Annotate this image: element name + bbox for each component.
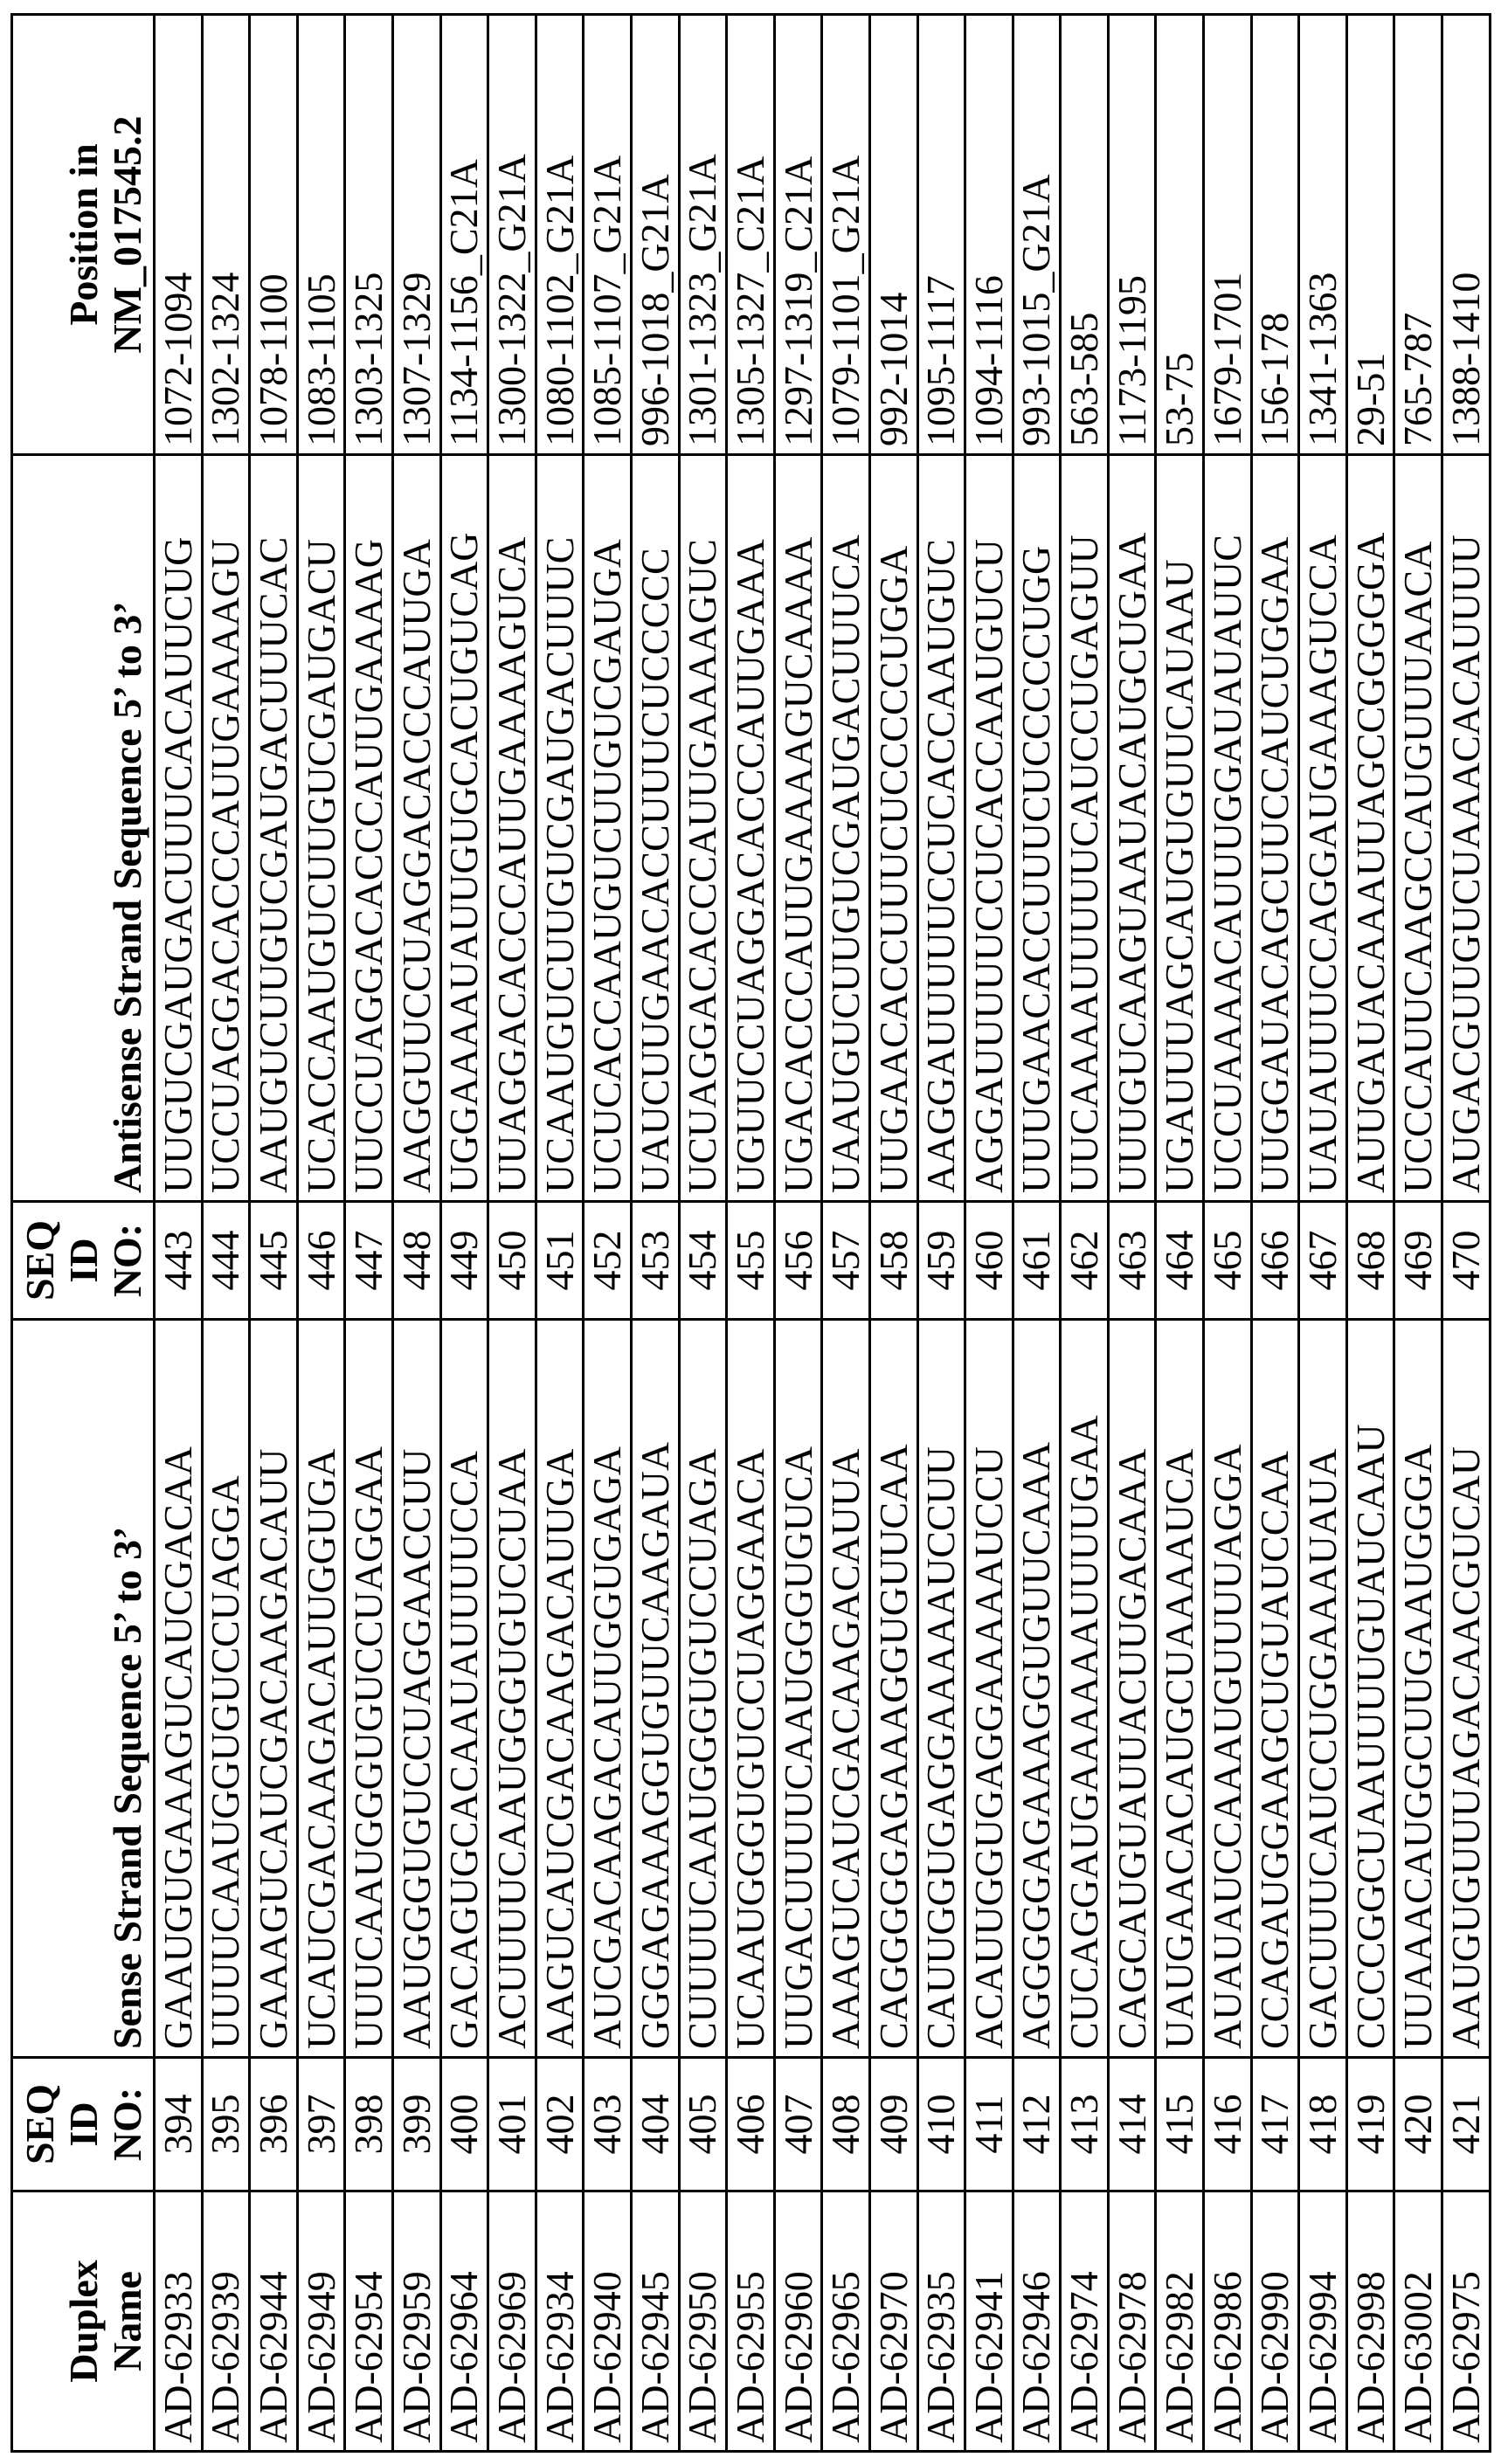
antisense-seq-id-cell: 457 xyxy=(822,1202,870,1320)
position-cell: 993-1015_G21A xyxy=(1013,15,1061,455)
table-row xyxy=(584,15,632,2452)
position-cell: 992-1014 xyxy=(869,15,917,455)
position-cell: 29-51 xyxy=(1346,15,1394,455)
sense-seq-id-cell: 410 xyxy=(917,2058,965,2191)
antisense-sequence-cell: UUUGAACACCUUUCUCCCCCUGG xyxy=(1013,455,1061,1202)
header-line: NO: xyxy=(106,1210,149,1311)
antisense-seq-id-cell: 453 xyxy=(631,1202,679,1320)
position-cell: 1083-1105 xyxy=(297,15,345,455)
antisense-seq-id-cell: 454 xyxy=(679,1202,727,1320)
header-line: SEQ xyxy=(18,2066,62,2183)
duplex-name-cell: AD-62944 xyxy=(250,2191,298,2452)
sense-sequence-cell: AAGUCAUCGACAAGACAUUGA xyxy=(536,1320,584,2058)
position-cell: 1302-1324 xyxy=(202,15,250,455)
sense-seq-id-cell: 419 xyxy=(1346,2058,1394,2191)
table-row xyxy=(1346,15,1394,2452)
sense-seq-id-cell: 394 xyxy=(155,2058,203,2191)
table-row xyxy=(1251,15,1299,2452)
antisense-seq-id-cell: 458 xyxy=(869,1202,917,1320)
antisense-sequence-cell: UUGAACACCUUUCUCCCCCUGGA xyxy=(869,455,917,1202)
sense-seq-id-cell: 400 xyxy=(440,2058,488,2191)
header-sense-sequence: Sense Strand Sequence 5’ to 3’ xyxy=(12,1320,155,2058)
sense-seq-id-cell: 418 xyxy=(1299,2058,1347,2191)
duplex-name-cell: AD-62978 xyxy=(1108,2191,1156,2452)
table-row xyxy=(1204,15,1252,2452)
table-row xyxy=(679,15,727,2452)
antisense-seq-id-cell: 465 xyxy=(1204,1202,1252,1320)
table-row xyxy=(345,15,393,2452)
sense-sequence-cell: GAAUGUGAAAGUCAUCGACAA xyxy=(155,1320,203,2058)
header-line: Name xyxy=(106,2199,149,2443)
position-cell: 563-585 xyxy=(1061,15,1109,455)
sense-seq-id-cell: 401 xyxy=(488,2058,536,2191)
header-antisense-seq-id xyxy=(12,1202,155,1320)
antisense-seq-id-cell: 469 xyxy=(1394,1202,1442,1320)
sense-sequence-cell: UCAAUGGGUGUCCUAGGAACA xyxy=(727,1320,775,2058)
table-row xyxy=(536,15,584,2452)
duplex-name-cell: AD-62994 xyxy=(1299,2191,1347,2452)
duplex-name-cell: AD-62949 xyxy=(297,2191,345,2452)
header-row xyxy=(12,15,155,2452)
sense-sequence-cell: GGGAGAAAGGUGUUCAAGAUA xyxy=(631,1320,679,2058)
antisense-sequence-cell: AUGACGUUGUCUAAACACAUUUU xyxy=(1442,455,1491,1202)
position-cell: 1080-1102_G21A xyxy=(536,15,584,455)
position-cell: 156-178 xyxy=(1251,15,1299,455)
duplex-name-cell: AD-62970 xyxy=(869,2191,917,2452)
duplex-name-cell: AD-62939 xyxy=(202,2191,250,2452)
duplex-name-cell: AD-62960 xyxy=(774,2191,822,2452)
antisense-seq-id-cell: 449 xyxy=(440,1202,488,1320)
position-cell: 1303-1325 xyxy=(345,15,393,455)
duplex-name-cell: AD-62982 xyxy=(1156,2191,1204,2452)
sense-seq-id-cell: 409 xyxy=(869,2058,917,2191)
header-antisense-sequence: Antisense Strand Sequence 5’ to 3’ xyxy=(12,455,155,1202)
antisense-seq-id-cell: 450 xyxy=(488,1202,536,1320)
sense-sequence-cell: CAUUGGUGAGGAAAAAUCCUU xyxy=(917,1320,965,2058)
rotated-page xyxy=(10,16,1491,2453)
table-row xyxy=(869,15,917,2452)
antisense-seq-id-cell: 451 xyxy=(536,1202,584,1320)
antisense-sequence-cell: AGGAUUUUUCCUCACCAAUGUCU xyxy=(965,455,1013,1202)
sense-sequence-cell: CCCCGGCUAAUUUUGUAUCAAU xyxy=(1346,1320,1394,2058)
header-line: Duplex xyxy=(62,2199,106,2443)
antisense-sequence-cell: UCCUAAAACAUUUGGAUAUAUUC xyxy=(1204,455,1252,1202)
antisense-sequence-cell: UGAUUUAGCAUGUGUUCAUAAU xyxy=(1156,455,1204,1202)
duplex-name-cell: AD-62941 xyxy=(965,2191,1013,2452)
position-cell: 1094-1116 xyxy=(965,15,1013,455)
duplex-name-cell: AD-62964 xyxy=(440,2191,488,2452)
position-cell: 1388-1410 xyxy=(1442,15,1491,455)
duplex-name-cell: AD-62986 xyxy=(1204,2191,1252,2452)
sense-sequence-cell: CAGGGGGAGAAAGGUGUUCAA xyxy=(869,1320,917,2058)
sense-sequence-cell: ACUUUUCAAUGGGUGUCCUAA xyxy=(488,1320,536,2058)
antisense-sequence-cell: AAGGUUCCUAGGACACCCAUUGA xyxy=(392,455,440,1202)
header-line: Position in xyxy=(62,23,106,446)
sense-sequence-cell: UUAAACAUGGCUUGAAUGGGA xyxy=(1394,1320,1442,2058)
position-cell: 1173-1195 xyxy=(1108,15,1156,455)
antisense-sequence-cell: UUGUCGAUGACUUUCACAUUCUG xyxy=(155,455,203,1202)
table-row xyxy=(631,15,679,2452)
sense-seq-id-cell: 415 xyxy=(1156,2058,1204,2191)
sense-sequence-cell: AAAGUCAUCGACAAGACAUUA xyxy=(822,1320,870,2058)
sense-seq-id-cell: 396 xyxy=(250,2058,298,2191)
antisense-seq-id-cell: 463 xyxy=(1108,1202,1156,1320)
duplex-name-cell: AD-62954 xyxy=(345,2191,393,2452)
sense-seq-id-cell: 405 xyxy=(679,2058,727,2191)
sense-sequence-cell: AUCGACAAGACAUUGGUGAGA xyxy=(584,1320,632,2058)
position-cell: 1095-1117 xyxy=(917,15,965,455)
position-cell: 765-787 xyxy=(1394,15,1442,455)
table-row xyxy=(155,15,203,2452)
antisense-seq-id-cell: 467 xyxy=(1299,1202,1347,1320)
table-row xyxy=(1061,15,1109,2452)
antisense-seq-id-cell: 444 xyxy=(202,1202,250,1320)
antisense-sequence-cell: UGUUCCUAGGACACCCAUUGAAA xyxy=(727,455,775,1202)
antisense-sequence-cell: UCCUAGGACACCCAUUGAAAAGU xyxy=(202,455,250,1202)
duplex-name-cell: AD-62998 xyxy=(1346,2191,1394,2452)
duplex-name-cell: AD-62975 xyxy=(1442,2191,1491,2452)
table-row xyxy=(822,15,870,2452)
antisense-sequence-cell: UUUGUCAAGUAAUACAUGCUGAA xyxy=(1108,455,1156,1202)
position-cell: 1300-1322_G21A xyxy=(488,15,536,455)
duplex-name-cell: AD-62945 xyxy=(631,2191,679,2452)
duplex-name-cell: AD-62933 xyxy=(155,2191,203,2452)
position-cell: 53-75 xyxy=(1156,15,1204,455)
duplex-name-cell: AD-62940 xyxy=(584,2191,632,2452)
table-body xyxy=(155,15,1491,2452)
position-cell: 1301-1323_G21A xyxy=(679,15,727,455)
table-row xyxy=(1108,15,1156,2452)
sense-seq-id-cell: 420 xyxy=(1394,2058,1442,2191)
sense-sequence-cell: UAUGAACACAUGCUAAAAUCA xyxy=(1156,1320,1204,2058)
sense-seq-id-cell: 398 xyxy=(345,2058,393,2191)
sense-seq-id-cell: 395 xyxy=(202,2058,250,2191)
sense-seq-id-cell: 414 xyxy=(1108,2058,1156,2191)
table-row xyxy=(917,15,965,2452)
position-cell: 1305-1327_C21A xyxy=(727,15,775,455)
sense-sequence-cell: AAUGGGUGUCCUAGGAACCUU xyxy=(392,1320,440,2058)
duplex-name-cell: AD-62965 xyxy=(822,2191,870,2452)
antisense-seq-id-cell: 448 xyxy=(392,1202,440,1320)
antisense-seq-id-cell: 464 xyxy=(1156,1202,1204,1320)
sense-seq-id-cell: 404 xyxy=(631,2058,679,2191)
table-row xyxy=(440,15,488,2452)
header-line: NM_017545.2 xyxy=(106,23,149,446)
table-row xyxy=(965,15,1013,2452)
sense-seq-id-cell: 421 xyxy=(1442,2058,1491,2191)
table-row xyxy=(1442,15,1491,2452)
sense-seq-id-cell: 408 xyxy=(822,2058,870,2191)
table-row xyxy=(297,15,345,2452)
position-cell: 1085-1107_G21A xyxy=(584,15,632,455)
antisense-sequence-cell: UCUCACCAAUGUCUUGUCGAUGA xyxy=(584,455,632,1202)
duplex-name-cell: AD-62955 xyxy=(727,2191,775,2452)
table-row xyxy=(1299,15,1347,2452)
sense-sequence-cell: UUGACUUUUCAAUGGGUGUCA xyxy=(774,1320,822,2058)
antisense-seq-id-cell: 456 xyxy=(774,1202,822,1320)
antisense-seq-id-cell: 462 xyxy=(1061,1202,1109,1320)
header-position xyxy=(12,15,155,455)
position-cell: 1297-1319_C21A xyxy=(774,15,822,455)
table-row xyxy=(1013,15,1061,2452)
antisense-sequence-cell: UUCAAAAUUUUUCAUCCUGAGUU xyxy=(1061,455,1109,1202)
antisense-sequence-cell: AUUGAUACAAAUUAGCCGGGGGA xyxy=(1346,455,1394,1202)
position-cell: 1079-1101_G21A xyxy=(822,15,870,455)
antisense-sequence-cell: UCACCAAUGUCUUGUCGAUGACU xyxy=(297,455,345,1202)
sense-seq-id-cell: 406 xyxy=(727,2058,775,2191)
header-duplex-name xyxy=(12,2191,155,2452)
sense-seq-id-cell: 411 xyxy=(965,2058,1013,2191)
sense-seq-id-cell: 397 xyxy=(297,2058,345,2191)
header-line: NO: xyxy=(106,2066,149,2183)
duplex-name-cell: AD-62959 xyxy=(392,2191,440,2452)
table-row xyxy=(727,15,775,2452)
position-cell: 1134-1156_C21A xyxy=(440,15,488,455)
sense-seq-id-cell: 412 xyxy=(1013,2058,1061,2191)
duplex-name-cell: AD-62934 xyxy=(536,2191,584,2452)
sense-seq-id-cell: 416 xyxy=(1204,2058,1252,2191)
antisense-sequence-cell: UCUAGGACACCCAUUGAAAAGUC xyxy=(679,455,727,1202)
sense-sequence-cell: AGGGGGAGAAAGGUGUUCAAA xyxy=(1013,1320,1061,2058)
duplex-sequence-table xyxy=(10,13,1491,2453)
header-sense-seq-id xyxy=(12,2058,155,2191)
antisense-seq-id-cell: 455 xyxy=(727,1202,775,1320)
antisense-seq-id-cell: 461 xyxy=(1013,1202,1061,1320)
antisense-sequence-cell: UUCCUAGGACACCCAUUGAAAAG xyxy=(345,455,393,1202)
sense-sequence-cell: CAGCAUGUAUUACUUGACAAA xyxy=(1108,1320,1156,2058)
sense-sequence-cell: GACUUUCAUCCUGGAAAUAUA xyxy=(1299,1320,1347,2058)
sense-sequence-cell: ACAUUGGUGAGGAAAAAUCCU xyxy=(965,1320,1013,2058)
position-cell: 1078-1100 xyxy=(250,15,298,455)
duplex-name-cell: AD-62969 xyxy=(488,2191,536,2452)
sense-seq-id-cell: 402 xyxy=(536,2058,584,2191)
antisense-sequence-cell: UUAGGACACCCAUUGAAAAGUCA xyxy=(488,455,536,1202)
table-row xyxy=(488,15,536,2452)
table-row xyxy=(202,15,250,2452)
antisense-sequence-cell: UCAAUGUCUUGUCGAUGACUUUC xyxy=(536,455,584,1202)
sense-seq-id-cell: 399 xyxy=(392,2058,440,2191)
sense-sequence-cell: GAAAGUCAUCGACAAGACAUU xyxy=(250,1320,298,2058)
antisense-sequence-cell: AAGGAUUUUUCCUCACCAAUGUC xyxy=(917,455,965,1202)
antisense-seq-id-cell: 470 xyxy=(1442,1202,1491,1320)
position-cell: 1679-1701 xyxy=(1204,15,1252,455)
table-row xyxy=(1394,15,1442,2452)
antisense-seq-id-cell: 445 xyxy=(250,1202,298,1320)
position-cell: 1307-1329 xyxy=(392,15,440,455)
duplex-name-cell: AD-62935 xyxy=(917,2191,965,2452)
antisense-seq-id-cell: 452 xyxy=(584,1202,632,1320)
antisense-seq-id-cell: 443 xyxy=(155,1202,203,1320)
duplex-name-cell: AD-62990 xyxy=(1251,2191,1299,2452)
header-line: SEQ xyxy=(18,1210,62,1311)
sense-sequence-cell: AAUGUGUUUAGACAACGUCAU xyxy=(1442,1320,1491,2058)
duplex-name-cell: AD-62950 xyxy=(679,2191,727,2452)
sense-sequence-cell: CCAGAUGGAAGCUGUAUCCAA xyxy=(1251,1320,1299,2058)
antisense-sequence-cell: UUGGAUACAGCUUCCAUCUGGAA xyxy=(1251,455,1299,1202)
antisense-seq-id-cell: 468 xyxy=(1346,1202,1394,1320)
antisense-seq-id-cell: 447 xyxy=(345,1202,393,1320)
table-row xyxy=(1156,15,1204,2452)
antisense-seq-id-cell: 459 xyxy=(917,1202,965,1320)
duplex-name-cell: AD-62946 xyxy=(1013,2191,1061,2452)
duplex-name-cell: AD-63002 xyxy=(1394,2191,1442,2452)
header-line: ID xyxy=(62,2066,106,2183)
sense-sequence-cell: CUCAGGAUGAAAAAAUUUUGAA xyxy=(1061,1320,1109,2058)
antisense-sequence-cell: AAUGUCUUGUCGAUGACUUUCAC xyxy=(250,455,298,1202)
sense-seq-id-cell: 403 xyxy=(584,2058,632,2191)
header-line: ID xyxy=(62,1210,106,1311)
position-cell: 1341-1363 xyxy=(1299,15,1347,455)
table-row xyxy=(774,15,822,2452)
sense-seq-id-cell: 407 xyxy=(774,2058,822,2191)
antisense-seq-id-cell: 446 xyxy=(297,1202,345,1320)
antisense-sequence-cell: UGACACCCAUUGAAAAGUCAAAA xyxy=(774,455,822,1202)
antisense-sequence-cell: UGGAAAAUAUUGUGCACUGUCAG xyxy=(440,455,488,1202)
table-row xyxy=(250,15,298,2452)
position-cell: 1072-1094 xyxy=(155,15,203,455)
sense-seq-id-cell: 413 xyxy=(1061,2058,1109,2191)
antisense-seq-id-cell: 466 xyxy=(1251,1202,1299,1320)
table-row xyxy=(392,15,440,2452)
antisense-sequence-cell: UAUAUUUCCAGGAUGAAAGUCCA xyxy=(1299,455,1347,1202)
position-cell: 996-1018_G21A xyxy=(631,15,679,455)
sense-sequence-cell: UCAUCGACAAGACAUUGGUGA xyxy=(297,1320,345,2058)
sense-sequence-cell: GACAGUGCACAAUAUUUUCCA xyxy=(440,1320,488,2058)
antisense-sequence-cell: UAAUGUCUUGUCGAUGACUUUCA xyxy=(822,455,870,1202)
duplex-name-cell: AD-62974 xyxy=(1061,2191,1109,2452)
sense-seq-id-cell: 417 xyxy=(1251,2058,1299,2191)
sense-sequence-cell: AUAUAUCCAAAUGUUUUAGGA xyxy=(1204,1320,1252,2058)
sense-sequence-cell: CUUUUCAAUGGGUGUCCUAGA xyxy=(679,1320,727,2058)
sense-sequence-cell: UUUUCAAUGGUGUCCUAGGA xyxy=(202,1320,250,2058)
antisense-sequence-cell: UCCCAUUCAAGCCAUGUUUAACA xyxy=(1394,455,1442,1202)
antisense-sequence-cell: UAUCUUGAACACCUUUCUCCCCC xyxy=(631,455,679,1202)
sense-sequence-cell: UUUCAAUGGGUGUCCUAGGAA xyxy=(345,1320,393,2058)
antisense-seq-id-cell: 460 xyxy=(965,1202,1013,1320)
